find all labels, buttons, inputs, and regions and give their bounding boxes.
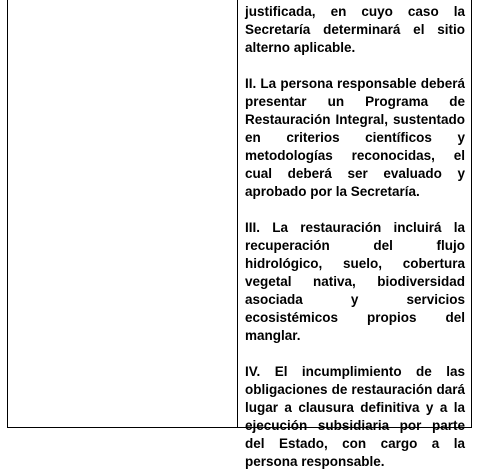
paragraph-text: justificada, en cuyo caso la Secretaría determinará el sitio alterno aplicable. — [245, 4, 465, 55]
paragraph-ii — [245, 75, 465, 201]
paragraph-continuation — [245, 3, 465, 57]
paragraph-text: III. La restauración incluirá la recuperación del flujo hidrológico, suelo, cobertura vegetal nativa, biodiversidad asociada y servicios ecosistémicos propios del manglar. — [245, 220, 465, 343]
paragraph-iii — [245, 219, 465, 345]
table-right-column — [238, 0, 471, 469]
table-left-column — [8, 0, 238, 427]
paragraph-iv — [245, 363, 465, 471]
document-table — [7, 0, 472, 469]
paragraph-text: II. La persona responsable deberá presentar un Programa de Restauración Integral, sustentado en criterios científicos y metodologías reconocidas, el cual deberá ser evaluado y aprobado por la Secretaría. — [245, 76, 465, 199]
paragraph-text: IV. El incumplimiento de las obligaciones de restauración dará lugar a clausura definitiva y a la ejecución subsidiaria por parte del Estado, con cargo a la persona responsable. — [245, 364, 465, 469]
